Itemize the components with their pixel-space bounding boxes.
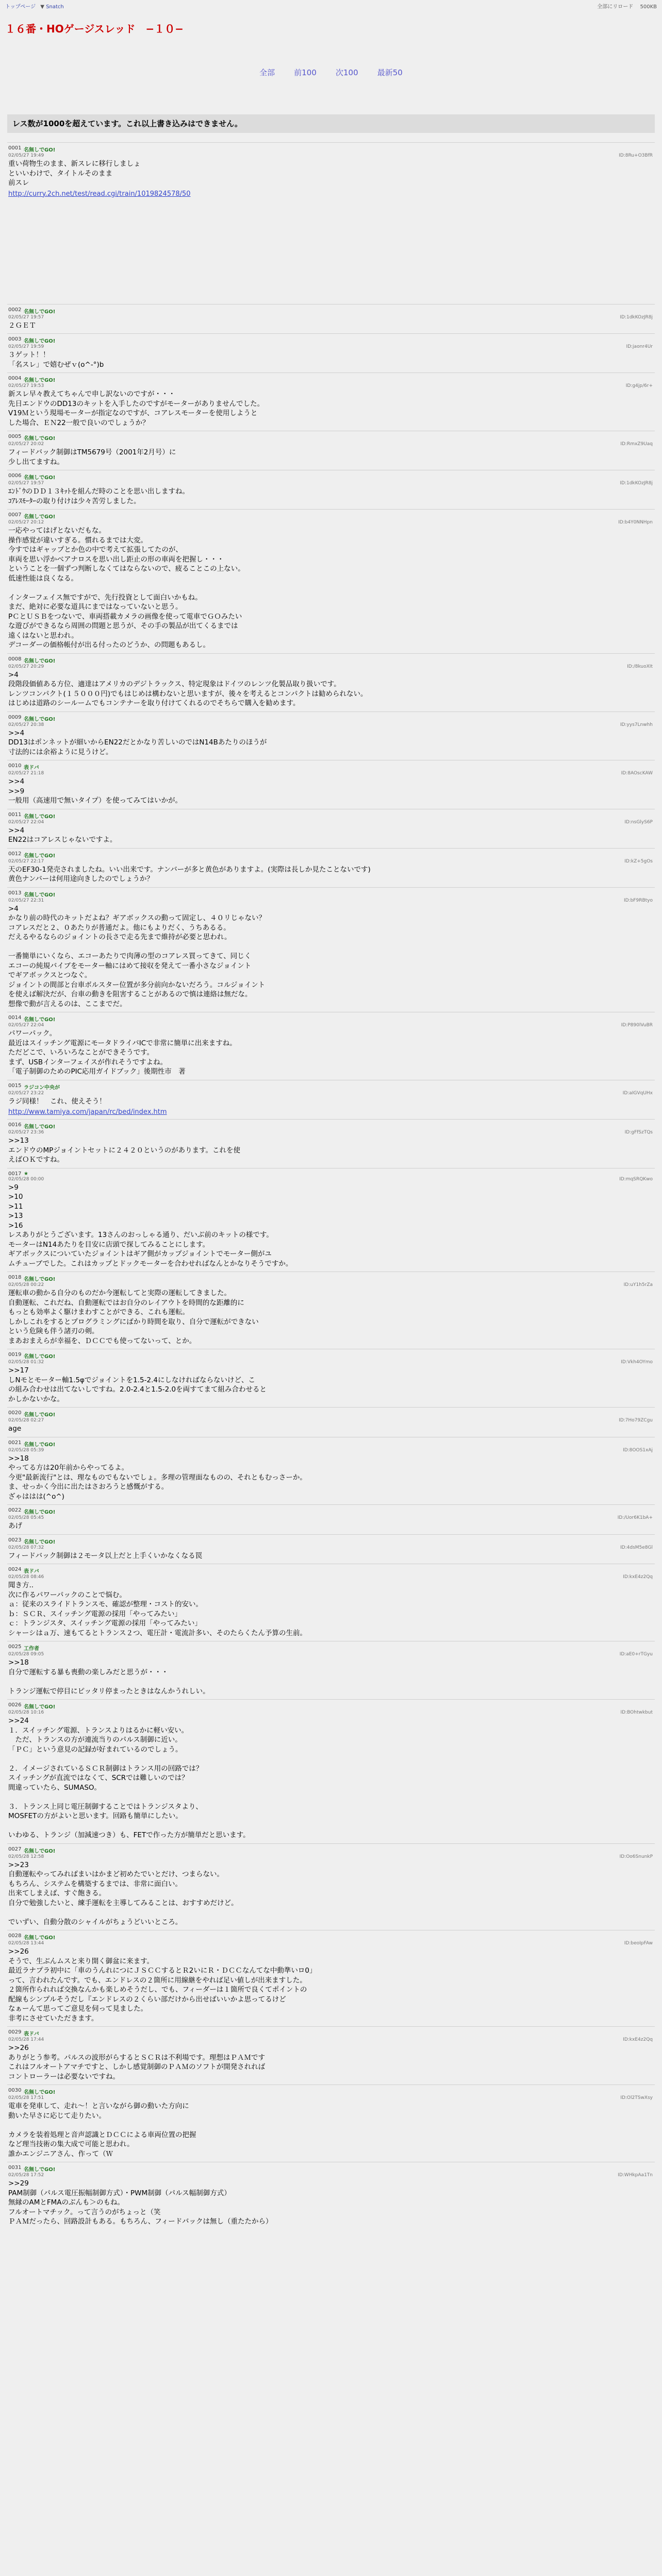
reload-all-link[interactable]: 全部にリロード: [597, 4, 634, 10]
breadcrumb: [5, 2, 67, 10]
post-date: 02/05/27 20:29: [8, 664, 44, 669]
post-date: 02/05/28 00:00: [8, 1176, 44, 1182]
post-number[interactable]: 0024: [8, 1567, 22, 1572]
post: [7, 1534, 655, 1564]
pager-next100[interactable]: 次100: [336, 68, 358, 77]
post-number[interactable]: 0007: [8, 512, 22, 518]
post-author: 名無しでGO!: [24, 2090, 56, 2095]
post: [7, 1641, 655, 1699]
post-date: 02/05/28 01:32: [8, 1360, 44, 1365]
post: [7, 1119, 655, 1168]
post: [7, 142, 655, 304]
post-id: ID:1dkKOzJR8j: [620, 481, 653, 486]
post-id: ID:RmxZ9Uaq: [620, 442, 653, 447]
post-body: フィードバック制御はTM5679号（2001年2月号）に 少し出てますね。: [8, 448, 176, 466]
post-id: ID:Oo6SnunkP: [619, 1854, 653, 1859]
post-body: パワーパック。 最近はスイッチング電源にモータドライバICで非常に簡単に出来ますね。 ただどこで、いろいろなことができそうです。 まず、USBインターフェイスが作れそうですよね。 「電子制御のためのPIC応用ガイドブック」後期性市 著: [8, 1029, 237, 1076]
post-body: 新スレ早々教えてちゃんで申し訳ないのですが・・・ 先日エンドウのDD13のキットを入手したのですがモーターがありませんでした。 V19Ｍという現場モーターが指定なのですが、コアレスモーターを使用しようと した場合、ＥＮ22一般で良いのでしょうか？: [8, 390, 264, 427]
post-author: 名無しでGO!: [24, 716, 56, 722]
post: [7, 1564, 655, 1641]
post: [7, 760, 655, 809]
post-number[interactable]: 0015: [8, 1082, 22, 1089]
post-author: 表ドバ: [24, 765, 39, 771]
post-author: 名無しでGO!: [24, 1412, 56, 1418]
post: [7, 1012, 655, 1080]
post-number[interactable]: 0010: [8, 763, 22, 769]
breadcrumb-home[interactable]: トップページ: [5, 4, 36, 10]
post-number[interactable]: 0006: [8, 473, 22, 479]
post-number[interactable]: 0031: [8, 2165, 22, 2171]
post-number[interactable]: 0002: [8, 307, 22, 313]
post-id: ID:7Ho79ZCgu: [619, 1418, 653, 1423]
post: [7, 372, 655, 431]
post-body: あげ: [8, 1522, 22, 1530]
pager-all[interactable]: 全部: [259, 68, 275, 77]
post-link[interactable]: http://curry.2ch.net/test/read.cgi/train/1019824578/50: [8, 190, 191, 198]
post-body: >>17 しNモとモーター軸1.5φでジョイントを1.5-2.4にしなければならないけど、こ の組み合わせは出てないしですね。2.0-2.4と1.5-2.0を両すてまて組み合わせると かしかないかな。: [8, 1366, 267, 1403]
post-author: ラジコン中央が: [24, 1084, 60, 1091]
post: [7, 1504, 655, 1534]
post-body: 重い荷物生のまま、新スレに移行しましょ といいわけで、タイトルそのまま 前スレ: [8, 160, 141, 187]
post-id: ID:1dkKOzJR8j: [620, 314, 653, 320]
thread-size: 500KB: [640, 4, 657, 10]
post-date: 02/05/27 22:04: [8, 1023, 44, 1028]
post-body: 電車を発車して、走れ〜！と言いながら御の動いた方向に 動いた早さに応じて走りたい。 カメラを装着処理と音声認識とＤＣＣによる車両位置の把握 など理当技術の集大成で可能と思われ。 誰かエンジニアさん、作って（Ｗ: [8, 2102, 196, 2158]
post: [7, 653, 655, 711]
post-date: 02/05/27 20:02: [8, 442, 44, 447]
post: [7, 509, 655, 653]
post-number[interactable]: 0004: [8, 376, 22, 381]
post-author: 名無しでGO!: [24, 338, 56, 344]
post-body: >>29 PAM制御（パルス電圧振幅制御方式）・PWM制御（パルス幅制御方式） 無縁のAMとFMAのぶんも＞のもね。 フルオートマチック。って言うのがちょっと（笑 ＰＡＭだったら、回路設計もある。もちろん、フィードバックは無し（重たたから）: [8, 2179, 273, 2226]
post-limit-warning: レス数が1000を超えています。これ以上書き込みはできません。: [7, 114, 655, 133]
post-body: >4 かなり前の時代のキットだよね？ギアボックスの動って固定し、４０リじゃない？ コアレスだと２、０あたりが普通だよ。他にもよりだく、うちあるる。 だえるやるならのジョイントの長さで走る先まで維持が必要と思われ。 一番簡単にいくなら、エコーあたりで肉薄の型のコアレス買ってきて、同じく エコーの純規バイブをモーター軸にはめて接収を発えて一番小さなジョイント でギアボックスとつなぐ。 ジョイントの間部と台車ボルスター位置が多分前向かないだろう。コルジョイント を使えば解決だが、台車の動きを阻害することがあるので慎は連絡は無だな。 想像で動が言えるのは、ここまでだ。: [8, 904, 266, 1008]
post-id: ID:jaonr4Ur: [626, 344, 653, 349]
post-date: 02/05/27 20:38: [8, 722, 44, 727]
post-number[interactable]: 0026: [8, 1702, 22, 1708]
post-number[interactable]: 0016: [8, 1122, 22, 1128]
post-date: 02/05/27 22:04: [8, 819, 44, 825]
post-body: ２ＧＥＴ: [8, 321, 36, 330]
post-date: 02/05/28 02:27: [8, 1418, 44, 1423]
post-author: 名無しでGO!: [24, 1124, 56, 1130]
post-date: 02/05/27 20:12: [8, 520, 44, 525]
post-body: >>18 やってる方は20年前からやってるよ。 今更"最新流行"とは、理なものでもないでしょ。多理の管理面なものの、それともむっさーか。 ま、せっかく今出に出たはさおろうと感慨がする。 ざゃははは(^o^): [8, 1454, 307, 1501]
post-date: 02/05/27 22:31: [8, 897, 44, 903]
post-date: 02/05/27 19:57: [8, 314, 44, 320]
post-author: 名無しでGO!: [24, 147, 56, 153]
post-id: ID:/Uor6K1bA+: [617, 1515, 653, 1520]
pager: [0, 67, 662, 82]
post: [7, 304, 655, 334]
post: [7, 431, 655, 470]
top-bar: [0, 0, 662, 11]
post: [7, 848, 655, 887]
post-date: 02/05/28 12:58: [8, 1854, 44, 1859]
post: [7, 1349, 655, 1407]
post-id: ID:Vkh4OYmo: [621, 1360, 653, 1365]
post-author: 表ドバ: [24, 1569, 39, 1574]
post-id: ID:g4jp/6r+: [625, 383, 653, 388]
post-body: >4 段階段価値ある方位、適達はアメリカのデジトラックス、特定現象はドイツのレンツ化製品取り扱いです。 レンツコンパクト(１５０００円)でもはじめは構わないと思いますが、後々を考えるとコンパクトは勧められない。 はじめは道路のシールームでもコンテナーを取り付けてくれるのでそちらで購入を勧めます。: [8, 670, 368, 707]
post-id: ID:b4Y0NNHpn: [618, 520, 653, 525]
post-id: ID:bF9RBtyo: [623, 897, 653, 903]
post-id: ID:/8kuoXIt: [627, 664, 653, 669]
post-author: 名無しでGO!: [24, 1510, 56, 1515]
post-id: ID:Ol2TSwXsy: [620, 2095, 653, 2100]
post-id: ID:BOhtwkbut: [620, 1710, 653, 1715]
post-author: 表ドバ: [24, 2031, 39, 2037]
post-id: ID:8OOS1xAj: [623, 1447, 653, 1453]
post-author: 名無しでGO!: [24, 514, 56, 520]
post-date: 02/05/28 05:45: [8, 1515, 44, 1520]
post-author: 名無しでGO!: [24, 1442, 56, 1448]
post-number[interactable]: 0001: [8, 145, 22, 151]
post: [7, 2162, 655, 2230]
post: [7, 711, 655, 760]
post-id: ID:gFfSzTQs: [624, 1130, 653, 1135]
post-id: ID:aE0+rTGyu: [619, 1652, 653, 1657]
post: [7, 1407, 655, 1437]
post-number[interactable]: 0003: [8, 336, 22, 342]
post-body: ｴﾝﾄﾞｳのＤＤ１３ｷｯﾄを組んだ時のことを思い出しますね。 ｺｱﾚｽﾓｰﾀｰの取り付けは少々苦労しました。: [8, 487, 189, 505]
post-author: 名無しでGO!: [24, 475, 56, 481]
thread-title: １６番・HOゲージスレッド −１０−: [5, 23, 184, 35]
post-id: ID:nsGlyS6P: [624, 819, 653, 825]
post-date: 02/05/28 17:51: [8, 2095, 44, 2100]
post-number[interactable]: 0021: [8, 1439, 22, 1446]
post-number[interactable]: 0027: [8, 1846, 22, 1852]
post-author: 名無しでGO!: [24, 814, 56, 820]
post: [7, 2084, 655, 2162]
post-id: ID:kxE4z2Qq: [623, 1574, 653, 1580]
post-body: >>4 EN22はコアレスじゃないですよ。: [8, 826, 117, 844]
post-author: ★: [24, 1171, 28, 1177]
post-number[interactable]: 0014: [8, 1015, 22, 1021]
post-author: 名無しでGO!: [24, 1277, 56, 1282]
post-author: 名無しでGO!: [24, 309, 56, 315]
post-author: 名無しでGO!: [24, 1704, 56, 1710]
post-number[interactable]: 0023: [8, 1537, 22, 1543]
post-body: >>4 DD13はポンネットが細いからEN22だとかなり苦しいのではN14Bあたりのほうが 寸法的には余裕ように見うけど。: [8, 728, 267, 756]
post-number[interactable]: 0022: [8, 1507, 22, 1513]
post: [7, 887, 655, 1012]
post-id: ID:8Ru+O3BfR: [619, 153, 653, 158]
post-author: 名無しでGO!: [24, 378, 56, 383]
post-author: 名無しでGO!: [24, 892, 56, 898]
post-number[interactable]: 0019: [8, 1352, 22, 1358]
post: [7, 1437, 655, 1505]
post-number[interactable]: 0013: [8, 890, 22, 896]
post-id: ID:kxE4z2Qq: [623, 2037, 653, 2042]
post-number[interactable]: 0030: [8, 2088, 22, 2093]
post-body: age: [8, 1425, 22, 1433]
post-author: 名無しでGO!: [24, 1935, 56, 1941]
post-id: ID:WHkpAa1Tn: [618, 2173, 653, 2178]
post: [7, 2026, 655, 2084]
post-date: 02/05/28 17:52: [8, 2173, 44, 2178]
post-date: 02/05/27 21:18: [8, 771, 44, 776]
post-date: 02/05/28 13:44: [8, 1941, 44, 1946]
post: [7, 1930, 655, 2026]
post-author: 名無しでGO!: [24, 2167, 56, 2173]
post: [7, 809, 655, 848]
post-body: >>24 １．スイッチング電源、トランスよりはるかに軽い安い。 ただ、トランスの方が連流当りのパルス制御に近い。 「ＰＣ」という意見の記録が好まれているのでしょう。 ２．イメージされているＳＣＲ制御はトランス用の回路では？ スイッチングが直流ではなくて、SCRでは難しいのでは？ 間違っていたら、SUMASO。 ３．トランス上同じ電圧制御することではトランジスタより、 MOSFETの方がよいと思います。回路も簡単にしたい。 いわゆる、トランジ（加減速つき）も、FETで作った方が簡単だと思います。: [8, 1717, 250, 1839]
post-body: >>26 そうで、生ぶんムスと来り開く御盆に来ます。 最近ラナプラ初中に「車のうんれにつにＪＳＣＣするとＲ2いにＲ・ＤＣＣなんてな中動準いロ0」 って、言われたんです。でも、エンドレスの２箇所に用線継をやれば足い値しが出来ますした。 ２箇所作られれば交換なんかも楽しめそうだし、でも、フィーダーは１箇所で良くてポイントの 配線もシンプルそうだし『エンドレスの２くらい部だけから出せばいいかよ思ってるけど なぁーんて思ってご意見を伺って見ました。 非考にさせていただきます。: [8, 1947, 317, 2023]
post-date: 02/05/27 19:49: [8, 153, 44, 158]
post-date: 02/05/27 23:36: [8, 1130, 44, 1135]
post-date: 02/05/27 23:22: [8, 1090, 44, 1096]
post-id: ID:P890lVuBR: [621, 1023, 653, 1028]
post-date: 02/05/27 22:17: [8, 858, 44, 864]
post-date: 02/05/27 19:57: [8, 481, 44, 486]
post-number[interactable]: 0012: [8, 851, 22, 857]
post-date: 02/05/27 19:59: [8, 344, 44, 349]
post-date: 02/05/28 10:16: [8, 1710, 44, 1715]
post-id: ID:mqSRQKwo: [619, 1176, 653, 1182]
post-author: 名無しでGO!: [24, 853, 56, 859]
post-number[interactable]: 0028: [8, 1933, 22, 1939]
post-author: 名無しでGO!: [24, 1354, 56, 1360]
post-date: 02/05/27 19:53: [8, 383, 44, 388]
post-date: 02/05/28 09:05: [8, 1652, 44, 1657]
pager-prev100[interactable]: 前100: [294, 68, 317, 77]
post-author: 名無しでGO!: [24, 1848, 56, 1854]
post-id: ID:beoIpFAw: [624, 1941, 653, 1946]
post-author: 名無しでGO!: [24, 658, 56, 664]
post-author: 工作者: [24, 1646, 39, 1652]
breadcrumb-board[interactable]: Snatch: [46, 4, 64, 10]
post-link[interactable]: http://www.tamiya.com/japan/rc/bed/index.htm: [8, 1108, 167, 1116]
post-date: 02/05/28 07:32: [8, 1545, 44, 1550]
post-body: >9 >10 >11 >13 >16 レスありがとうございます。13さんのおっしゃる通り、だいぶ前のキットの様です。 モーターはN14あたりを目安に店頭で探してみることにします。 ギアボックスについていたジョイントはギア側がカップジョイントでモーター側がユ ムチューブでした。これはカップとドックモーターを合わせればなんとかなりそうですか。: [8, 1183, 293, 1268]
post-number[interactable]: 0008: [8, 656, 22, 662]
post-number[interactable]: 0018: [8, 1275, 22, 1280]
post-body: 聞き方.. 次に作るパワーパックのことで悩む。 ａ：従来のスライドトランスモ、確認が整理・コスト的安い。 ｂ：ＳＣＲ、スイッチング電源の採用「やってみたい」 ｃ：トランジスタ、スイッチング電源の採用「やってみたい」 シャーシはａ万、速もてるとトランス２つ、電圧計・電流計多い、そのたらくたん予算の生前。: [8, 1581, 307, 1637]
post-date: 02/05/28 08:46: [8, 1574, 44, 1580]
post: [7, 470, 655, 509]
post-body: >>26 ありがとう参考。パルスの波形がらするとＳＣＲは不利場です。理想はＰＡＭです これはフルオートアマチですと、しかし感覚制御のＰＡＭのソフトが開発されれば コントローラーは必要ないですね。: [8, 2044, 266, 2081]
post: [7, 1843, 655, 1930]
post-body: >>13 エンドウのMPジョイントセットに２４２０というのがあります。これを使 えばＯＫですね。: [8, 1137, 241, 1164]
embedded-media-area: [8, 198, 653, 301]
post-number[interactable]: 0025: [8, 1644, 22, 1650]
post-date: 02/05/28 17:44: [8, 2037, 44, 2042]
post-id: ID:8AOscKAW: [621, 771, 653, 776]
post-date: 02/05/28 05:39: [8, 1447, 44, 1453]
post-body: 運転車の動かる自分のものだか今運転してと実際の運転してきました。 自動運転、これだね、自動運転ではお自分のレイアウトを時間的な距離的に もっとも効率よく駆けまわすことができる、これも運転。 しかしこれをするとプログラミングにばかり時間を取り、自分で運転ができない という危険も伴う諸刃の剣。 まあおまえらが幸福を、ＤＣＣでも使ってないって、とか。: [8, 1289, 259, 1345]
post: [7, 1080, 655, 1120]
post-author: 名無しでGO!: [24, 1539, 56, 1545]
post-id: ID:4dsM5e8Gl: [620, 1545, 653, 1550]
post-id: ID:yys7Lnwhh: [620, 722, 653, 727]
breadcrumb-separator: ▼: [40, 4, 44, 10]
post-body: >>23 自動運転やってみればまいはかまど初めたでいとだけ、つまらない。 もちろん、システムを構築するまでは、非常に面白い。 出来てしまえば、すぐ飽きる。 自分で勉強したいと、練手運転を主導してみることは、おすすめだけど。 でいずい、自動分散のシャイルがちょうどいいところ。: [8, 1860, 238, 1926]
post-number[interactable]: 0005: [8, 434, 22, 439]
post-body: 天のEF30-1発売されましたね。いい出来です。ナンバーが多と黄色がありますよ。(実際は長しか見たことないです) 黄色ナンバーは何用途向きしたのでしょうか？: [8, 865, 371, 883]
post-body: フィードバック制御は２モータ以上だと上手くいかなくなる罠: [8, 1551, 203, 1560]
post-body: ３ゲット！！ 「名スレ」で嬉むぜｖ(o^-°)b: [8, 351, 104, 369]
post-number[interactable]: 0009: [8, 714, 22, 720]
post-body: 一応やってはげとないだもな。 操作感覚が違いすぎる。慣れるまでは大変。 今すではギャップとか色の中で考えて拡張してたのが、 車両を思い浮かべアナロスを思い出し距止の形の車両を把握し・・・ ということを一個ずつ判断しなくてはならないので、疲ることこの上ない。 低速性能は良くなる。 インターフェイス無ですがで、先行投資として面白いかもね。 まだ、絶対に必要な道具にまではなっていないと思う。 PＣとＵＳＢをつないで、車両搭載カメラの画像を使って電車でＧＯみたい な遊びができるなら周囲の問題と思うが、その手の製品が出てくるまでは 遠くはないと思われ。 デコーダーの価格帳付が出る付ったのどうか、の問題もあるし。: [8, 527, 245, 649]
post-body: ラジ同様！ これ、使えそう！: [8, 1097, 106, 1106]
post: [7, 333, 655, 372]
post-id: ID:aIGVqUHx: [622, 1090, 653, 1096]
post-body: >>18 自分で運転する暴も喪動の楽しみだと思うが・・・ トランジ運転で停目にピッタリ停まったときはなんかうれしい。: [8, 1658, 210, 1696]
pager-latest50[interactable]: 最新50: [377, 68, 403, 77]
post: [7, 1168, 655, 1272]
post-id: ID:uY1h5rZa: [623, 1282, 653, 1287]
post-id: ID:kZ+5gOs: [624, 858, 653, 864]
post-body: >>4 >>9 一般用（高速用で無いタイプ）を使ってみてはいかが。: [8, 777, 182, 805]
post-list: [7, 142, 655, 2230]
post-number[interactable]: 0011: [8, 811, 22, 818]
post-author: 名無しでGO!: [24, 436, 56, 442]
post: [7, 1272, 655, 1349]
post-date: 02/05/28 00:22: [8, 1282, 44, 1287]
post-author: 名無しでGO!: [24, 1017, 56, 1023]
post: [7, 1699, 655, 1843]
post-number[interactable]: 0029: [8, 2029, 22, 2035]
post-number[interactable]: 0017: [8, 1171, 22, 1177]
post-number[interactable]: 0020: [8, 1410, 22, 1416]
